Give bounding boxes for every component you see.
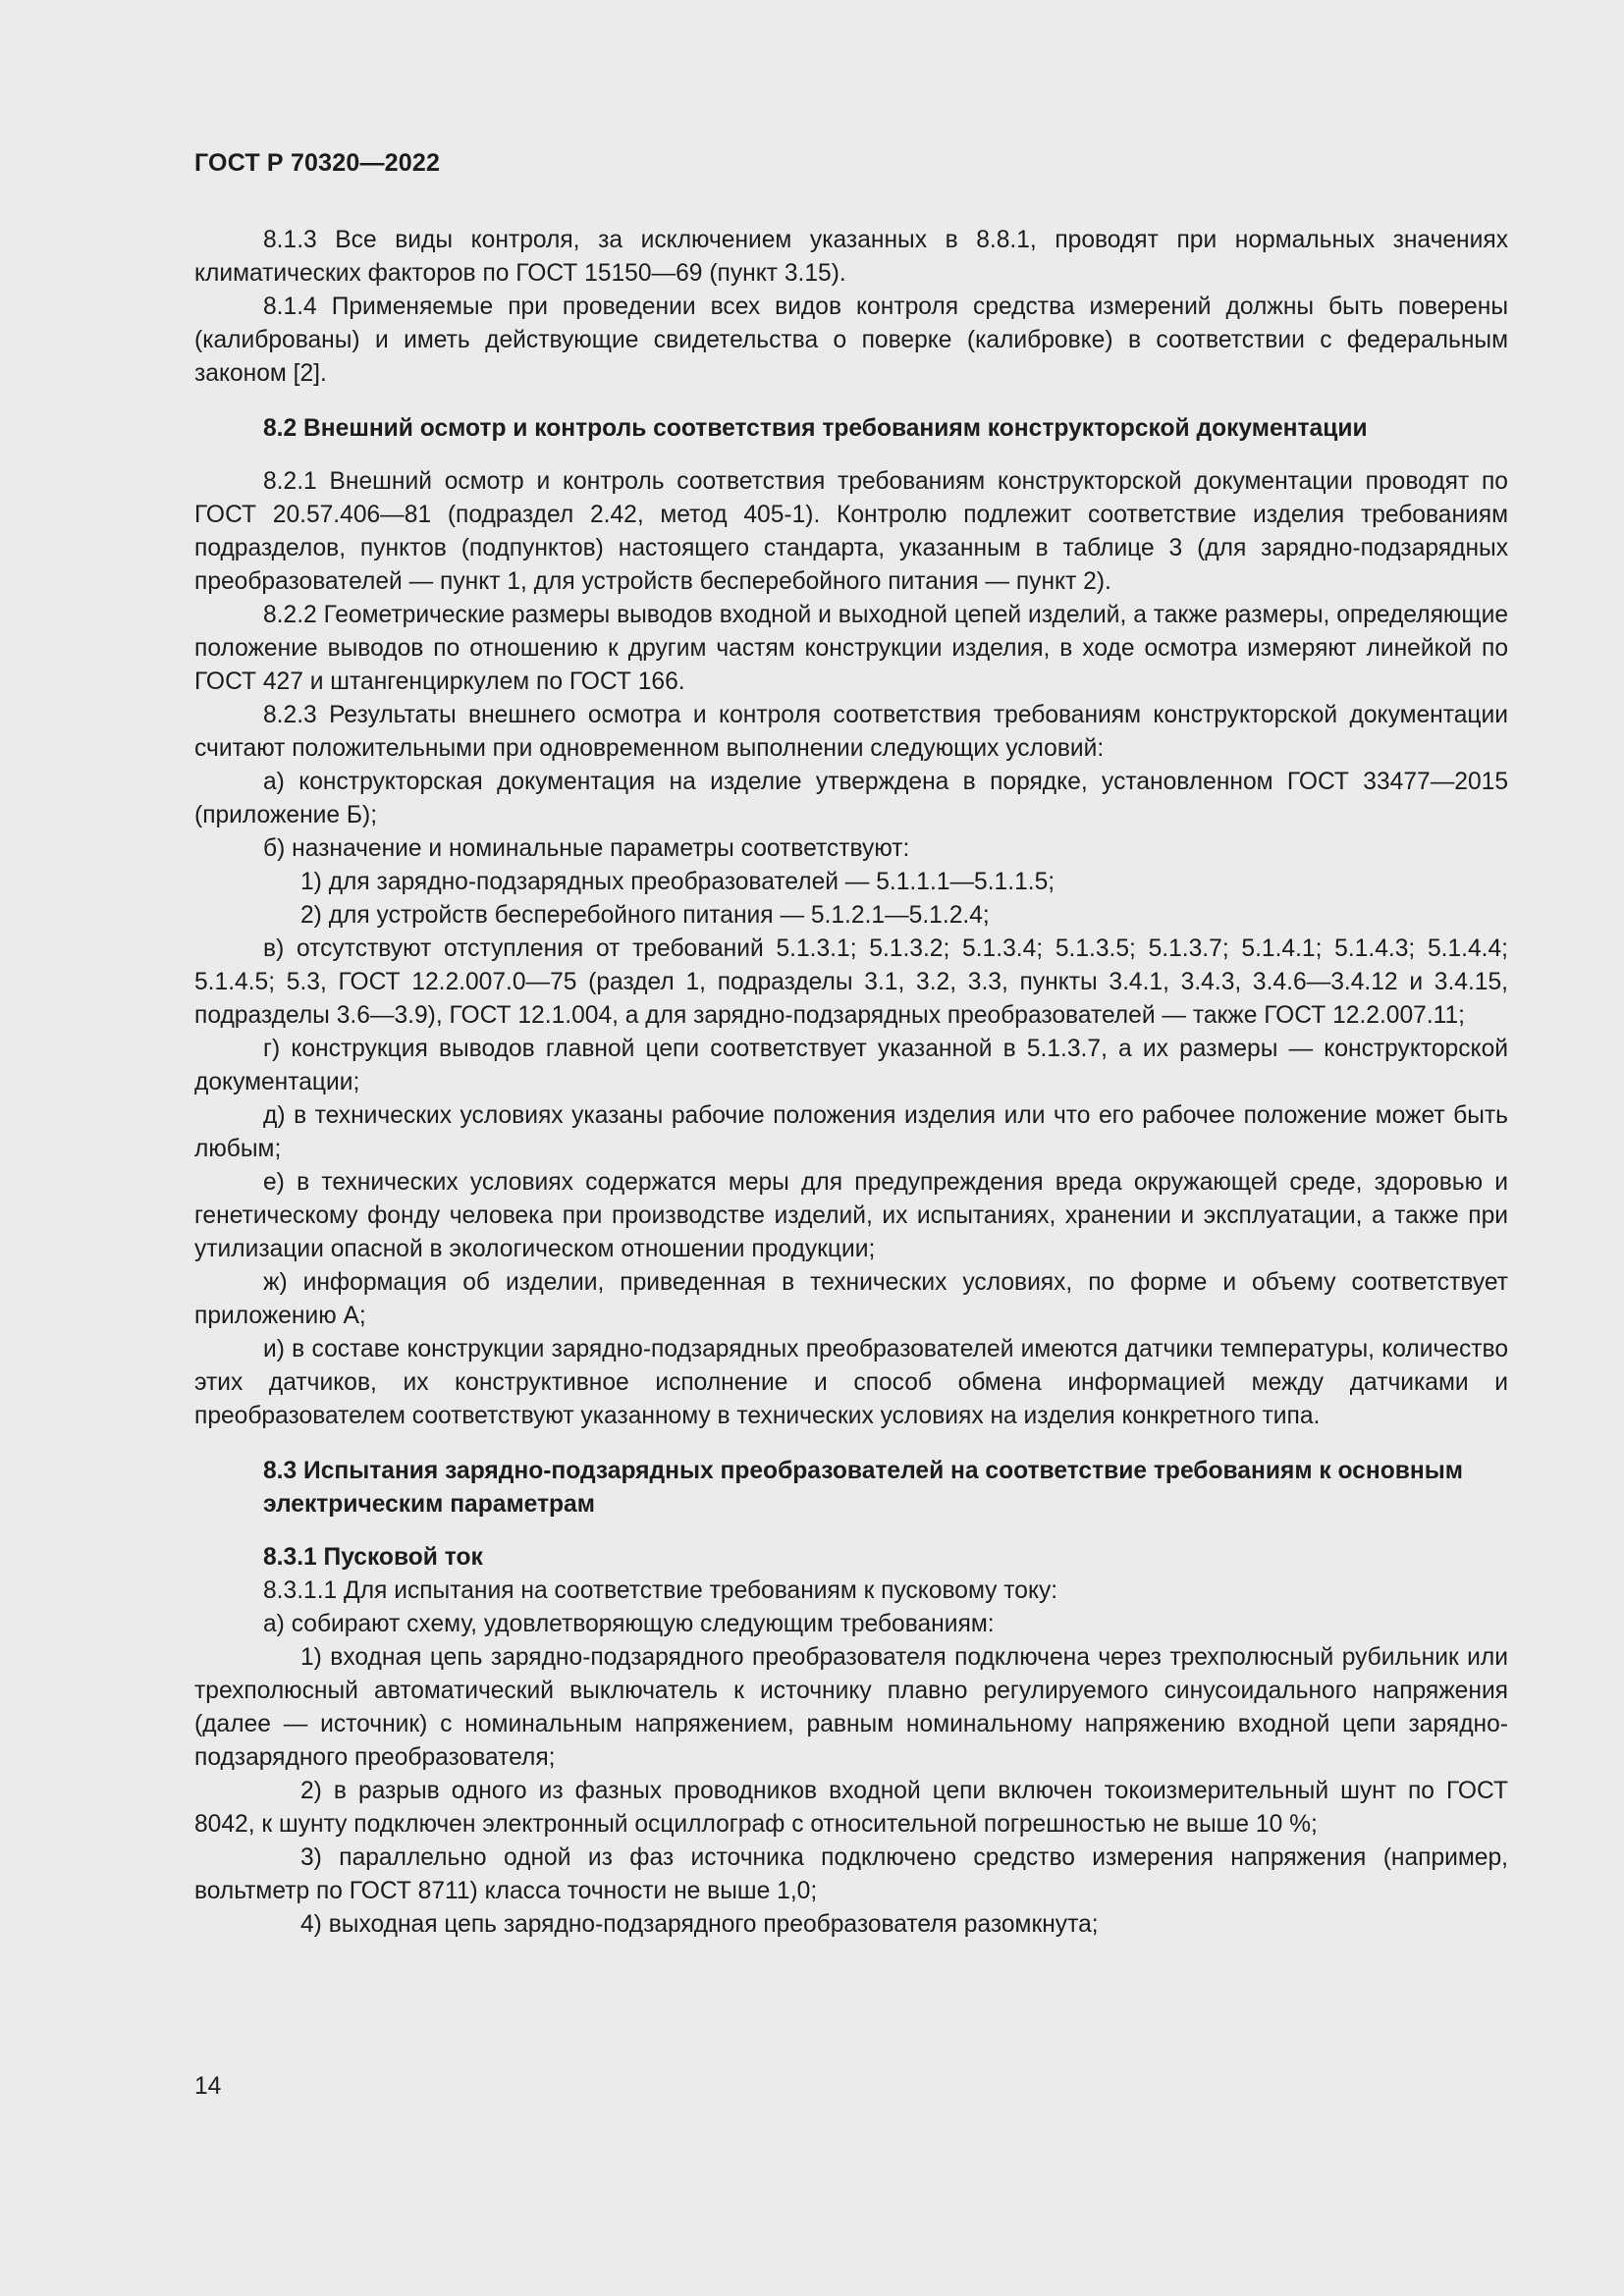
paragraph-8-1-3: 8.1.3 Все виды контроля, за исключением указанных в 8.8.1, проводят при нормальных значениях климатических факторов по ГОСТ 15150—69 (пункт 3.15). — [194, 227, 1508, 287]
list-item-3a: а) собирают схему, удовлетворяющую следующим требованиям: — [263, 1611, 995, 1637]
document-header: ГОСТ Р 70320—2022 — [194, 149, 441, 177]
list-item-3a-2: 2) в разрыв одного из фазных проводников входной цепи включен токоизмерительный шунт по ГОСТ 8042, к шунту подключен электронный осциллограф с относительной погрешностью не выше 10 %; — [194, 1778, 1508, 1838]
list-item-g: г) конструкция выводов главной цепи соответствует указанной в 5.1.3.7, а их размеры — конструкторской документации; — [194, 1036, 1508, 1095]
list-item-b-2: 2) для устройств бесперебойного питания — 5.1.2.1—5.1.2.4; — [300, 902, 990, 929]
paragraph-8-2-2: 8.2.2 Геометрические размеры выводов входной и выходной цепей изделий, а также размеры, определяющие положение выводов по отношению к другим частям конструкции изделия, в ходе осмотра измеряют линейкой по ГОСТ 427 и штангенциркулем по ГОСТ 166. — [194, 602, 1508, 695]
document-body — [194, 224, 1508, 1942]
paragraph-8-3-1-1: 8.3.1.1 Для испытания на соответствие требованиям к пусковому току: — [263, 1577, 1058, 1604]
list-item-zh: ж) информация об изделии, приведенная в технических условиях, по форме и объему соответствует приложению А; — [194, 1269, 1508, 1329]
list-item-a: а) конструкторская документация на изделие утверждена в порядке, установленном ГОСТ 33477—2015 (приложение Б); — [194, 769, 1508, 828]
section-heading-8-2: 8.2 Внешний осмотр и контроль соответствия требованиям конструкторской документации — [263, 415, 1368, 442]
paragraph-8-1-4: 8.1.4 Применяемые при проведении всех видов контроля средства измерений должны быть поверены (калиброваны) и иметь действующие свидетельства о поверке (калибровке) в соответствии с федеральным законом [2]. — [194, 294, 1508, 387]
list-item-3a-1: 1) входная цепь зарядно-подзарядного преобразователя подключена через трехполюсный рубильник или трехполюсный автоматический выключатель к источнику плавно регулируемого синусоидального напряжения (далее — источник) с номинальным напряжением, равным номинальному напряжению входной цепи зарядно-подзарядного преобразователя; — [194, 1644, 1508, 1771]
list-item-v: в) отсутствуют отступления от требований 5.1.3.1; 5.1.3.2; 5.1.3.4; 5.1.3.5; 5.1.3.7; 5.1.4.1; 5.1.4.3; 5.1.4.4; 5.1.4.5; 5.3, ГОСТ 12.2.007.0—75 (раздел 1, подразделы 3.1, 3.2, 3.3, пункты 3.4.1, 3.4.3, 3.4.6—3.4.12 и 3.4.15, подразделы 3.6—3.9), ГОСТ 12.1.004, а для зарядно-подзарядных преобразователей — также ГОСТ 12.2.007.11; — [194, 935, 1508, 1029]
paragraph-8-2-1: 8.2.1 Внешний осмотр и контроль соответствия требованиям конструкторской документации проводят по ГОСТ 20.57.406—81 (подраздел 2.42, метод 405-1). Контролю подлежит соответствие изделия требованиям подразделов, пунктов (подпунктов) настоящего стандарта, указанным в таблице 3 (для зарядно-подзарядных преобразователей — пункт 1, для устройств бесперебойного питания — пункт 2). — [194, 468, 1508, 595]
list-item-i: и) в составе конструкции зарядно-подзарядных преобразователей имеются датчики температуры, количество этих датчиков, их конструктивное исполнение и способ обмена информацией между датчиками и преобразователем соответствуют указанному в технических условиях на изделия конкретного типа. — [194, 1336, 1508, 1429]
list-item-3a-4: 4) выходная цепь зарядно-подзарядного преобразователя разомкнута; — [300, 1911, 1099, 1938]
subsection-heading-8-3-1: 8.3.1 Пусковой ток — [263, 1544, 483, 1571]
section-heading-8-3: 8.3 Испытания зарядно-подзарядных преобразователей на соответствие требованиям к основным электрическим параметрам — [263, 1458, 1463, 1518]
list-item-e: е) в технических условиях содержатся меры для предупреждения вреда окружающей среде, здоровью и генетическому фонду человека при производстве изделий, их испытаниях, хранении и эксплуатации, а также при утилизации опасной в экологическом отношении продукции; — [194, 1169, 1508, 1262]
page-number: 14 — [194, 2073, 222, 2100]
paragraph-8-2-3: 8.2.3 Результаты внешнего осмотра и контроля соответствия требованиям конструкторской документации считают положительными при одновременном выполнении следующих условий: — [194, 702, 1508, 762]
list-item-b-1: 1) для зарядно-подзарядных преобразователей — 5.1.1.1—5.1.1.5; — [300, 869, 1056, 895]
list-item-3a-3: 3) параллельно одной из фаз источника подключено средство измерения напряжения (например, вольтметр по ГОСТ 8711) класса точности не выше 1,0; — [194, 1844, 1508, 1904]
list-item-b: б) назначение и номинальные параметры соответствуют: — [263, 835, 910, 862]
list-item-d: д) в технических условиях указаны рабочие положения изделия или что его рабочее положение может быть любым; — [194, 1102, 1508, 1162]
